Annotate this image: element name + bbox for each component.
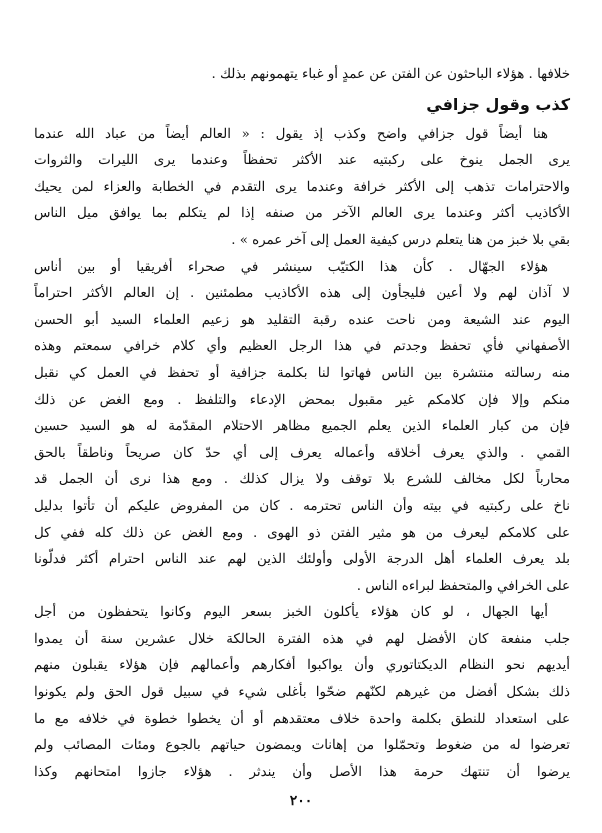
paragraph-line: هنا أيضاً قول جزافي واضح وكذب إذ يقول : « العالم أيضاً من عباد الله عندما: [34, 126, 548, 142]
paragraph-line: على الخرافي والمتحفظ لبراءه الناس .: [356, 578, 570, 594]
paragraph-line: بلد يعرف العلماء أهل الدرجة الأولى وأولئك الذين لهم عند الناس احترام أكثر فدلّونا: [34, 552, 570, 568]
paragraph-line: منكم وإلا فإن كلامكم غير مقبول بمحض الإدعاء والتلفظ . ومع الغض عن ذلك: [34, 392, 570, 408]
paragraph-line: والاحترامات تذهب إلى الأكثر خرافة وعندما يرى التقدم في الخطابة والعزاء لمن يحيك: [34, 179, 570, 195]
paragraph-line: القمي . والذي يعرف أخلاقه وأعماله يعرف إلى أي حدّ كان صريحاً وناطقاً بالحق: [34, 445, 570, 461]
paragraph-2: [34, 255, 570, 601]
paragraph-line: منه رسالته منتشرة بين الناس فهاتوا لنا بكلمة جزافية أو تحفظ في العمل كي نقبل: [34, 365, 570, 381]
opening-line: خلافها . هؤلاء الباحثون عن الفتن عن عمدٍ أو غباء يتهمونهم بذلك .: [211, 67, 570, 82]
paragraph-line: على استعداد للنطق بكلمة واحدة خلاف معتقدهم أو أن يخطوا خطوة في خلافه مع ما: [34, 711, 570, 727]
page-number: ٢٠٠: [289, 793, 313, 809]
paragraph-line: ذلك بشكل أفضل من غيرهم لكنّهم ضحّوا بأغلى شيء في سبيل قول الحق ولم يكونوا: [34, 685, 570, 701]
paragraph-line: ناخ على ركبتيه في بيته وأن الناس تحترمه . كان من المفروض عليكم أن تأتوا بدليل: [34, 498, 570, 514]
paragraph-line: أيها الجهال ، لو كان هؤلاء يأكلون الخبز بسعر اليوم وكانوا يتحفظون من أجل: [34, 605, 548, 621]
paragraph-line: أيديهم نحو النظام الديكتاتوري وأن يواكبوا أفكارهم وأعمالهم فإن هؤلاء يقبلون منهم: [34, 658, 570, 674]
paragraph-line: الأكاذيب أكثر وعندما يرى العالم الآخر من صنفه إذا لم يتكلم بما يوافق ميل الناس: [34, 206, 570, 222]
paragraph-line: بقي بلا خبز من هنا يتعلم درس كيفية العمل إلى آخر عمره » .: [231, 232, 570, 248]
paragraph-line: جلب منفعة كان الأفضل لهم في هذه الفترة الحالكة خلال عشرين سنة أن يمدوا: [34, 631, 570, 647]
paragraph-line: تعرضوا له من ضغوط وتحمّلوا من إهانات ويمضون حياتهم بالجوع ومئات المصائب ولم: [34, 738, 570, 754]
paragraph-line: يرضوا أن تنتهك حرمة هذا الأصل وأن يندثر . هؤلاء جازوا امتحانهم وكذا: [34, 764, 570, 780]
page-body: [34, 62, 570, 786]
paragraph-line: لا آذان لهم ولا أعين فليجأون إلى هذه الأكاذيب مطمئنين . إن العالم الأكثر احتراماً: [34, 286, 570, 302]
paragraph-1: [34, 122, 570, 255]
paragraph-line: يرى الجمل ينوخ على ركبتيه عند الأكثر تحفظاً وعندما يرى الليرات والثروات: [34, 153, 570, 169]
paragraph-line: الأصفهاني فأي تحفظ وجدتم في هذا الرجل العظيم وأي كلام خرافي سمعتم وهذه: [34, 339, 570, 355]
paragraph-line: اليوم عند الشيعة ومن ناحت عنده رقبة التقليد هو زعيم العلماء السيد أبو الحسن: [34, 312, 570, 328]
paragraph-line: فإن من كبار العلماء الذين يعلم الجميع مظاهر الاحتلام المقدّمة له هو السيد حسين: [34, 419, 570, 435]
section-heading: كذب وقول جزافي: [426, 94, 570, 114]
paragraph-3: [34, 600, 570, 786]
paragraph-line: محارباً لكل مخالف للشرع بلا توقف ولا يزال كذلك . ومع هذا نرى أن الجمل قد: [34, 472, 570, 488]
paragraph-line: هؤلاء الجهّال . كأن هذا الكتيّب سينشر في صحراء أفريقيا أو بين أناس: [34, 259, 548, 275]
paragraph-line: على كلامكم ليعرف من هو مثير الفتن ذو الهوى . ومع الغض عن ذلك كله ففي كل: [34, 525, 570, 541]
